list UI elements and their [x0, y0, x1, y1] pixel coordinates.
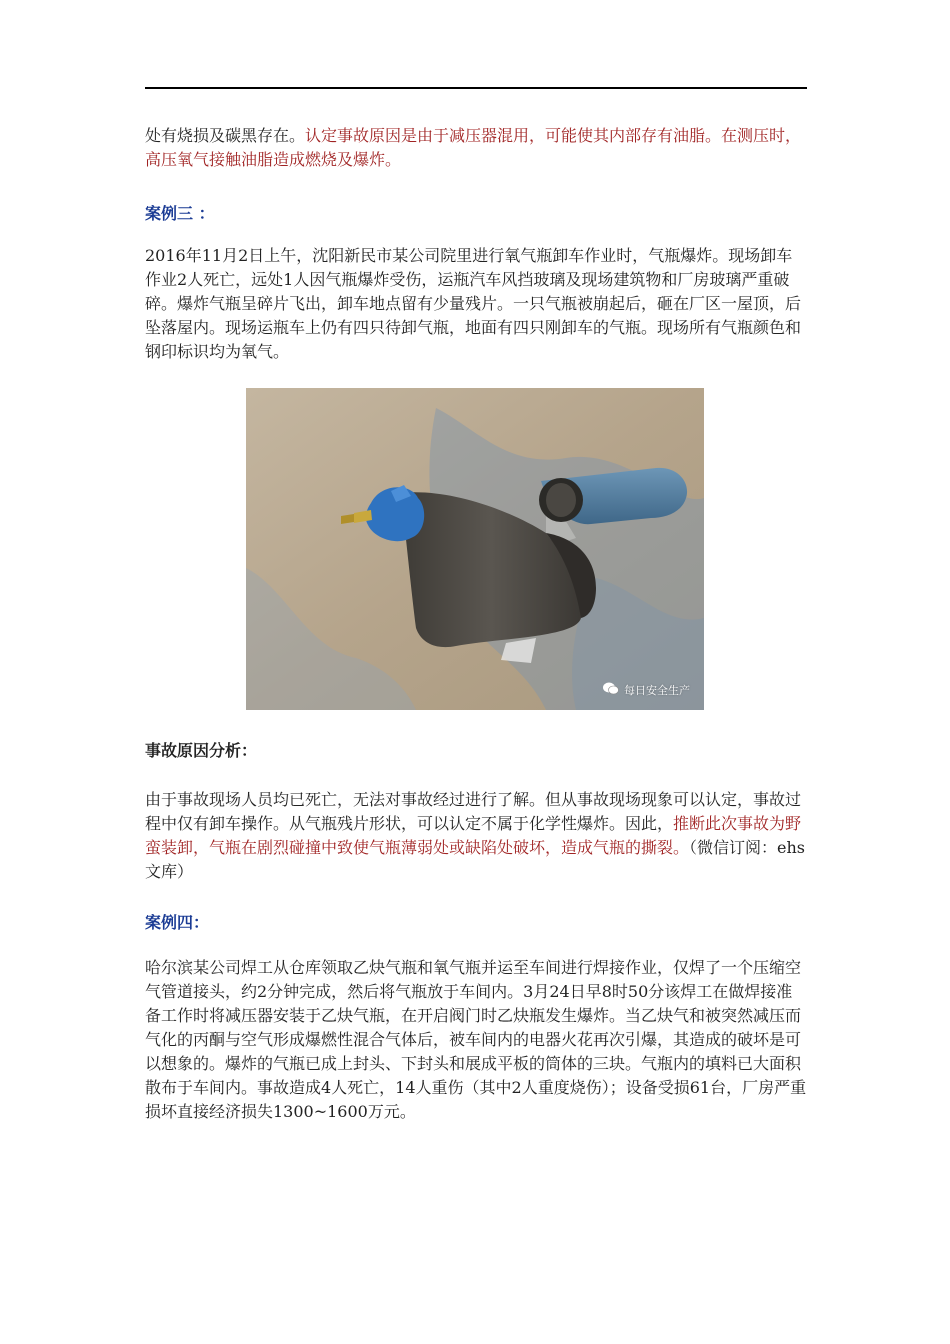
heading-case4: 案例四： [145, 913, 210, 932]
text-case2-black: 处有烧损及碳黑存在。 [145, 126, 306, 145]
paragraph-analysis [145, 788, 807, 884]
text-analysis-black: 由于事故现场人员均已死亡，无法对事故经过进行了解。但从事故现场现象可以认定，事故过程中仅有卸车操作。从气瓶残片形状，可以认定不属于化学性爆炸。因此， [145, 790, 802, 833]
heading-case3: 案例三 ： [145, 204, 215, 223]
header-rule [145, 87, 807, 89]
photo-watermark [603, 682, 690, 698]
accident-photo [246, 388, 704, 710]
wechat-icon [603, 682, 619, 698]
text-case2-cause: 认定事故原因是由于减压器混用，可能使其内部存有油脂。在测压时，高压氧气接触油脂造成燃烧及爆炸。 [145, 126, 802, 169]
heading-analysis: 事故原因分析： [145, 741, 258, 760]
paragraph-case2-conclusion [145, 124, 807, 172]
watermark-text: 每日安全生产 [624, 684, 690, 697]
paragraph-case3-body: 2016年11月2日上午，沈阳新民市某公司院里进行氧气瓶卸车作业时，气瓶爆炸。现场卸车作业2人死亡，远处1人因气瓶爆炸受伤，运瓶汽车风挡玻璃及现场建筑物和厂房玻璃严重破碎。爆炸气瓶呈碎片飞出，卸车地点留有少量残片。一只气瓶被崩起后，砸在厂区一屋顶，后坠落屋内。现场运瓶车上仍有四只待卸气瓶，地面有四只刚卸车的气瓶。现场所有气瓶颜色和钢印标识均为氧气。 [145, 246, 802, 361]
text-analysis-cause: 推断此次事故为野蛮装卸，气瓶在剧烈碰撞中致使气瓶薄弱处或缺陷处破坏，造成气瓶的撕裂。 [145, 814, 802, 857]
text-analysis-source: （微信订阅：ehs文库） [145, 838, 806, 881]
paragraph-case4-body: 哈尔滨某公司焊工从仓库领取乙炔气瓶和氧气瓶并运至车间进行焊接作业，仅焊了一个压缩空气管道接头，约2分钟完成，然后将气瓶放于车间内。3月24日早8时50分该焊工在做焊接准备工作时将减压器安装于乙炔气瓶，在开启阀门时乙炔瓶发生爆炸。当乙炔气和被突然减压而气化的丙酮与空气形成爆燃性混合气体后，被车间内的电器火花再次引爆，其造成的破坏是可以想象的。爆炸的气瓶已成上封头、下封头和展成平板的筒体的三块。气瓶内的填料已大面积散布于车间内。事故造成4人死亡，14人重伤（其中2人重度烧伤）；设备受损61台，厂房严重损坏直接经济损失1300~1600万元。 [145, 958, 807, 1121]
gas-cylinder-fragment-image [246, 388, 704, 710]
